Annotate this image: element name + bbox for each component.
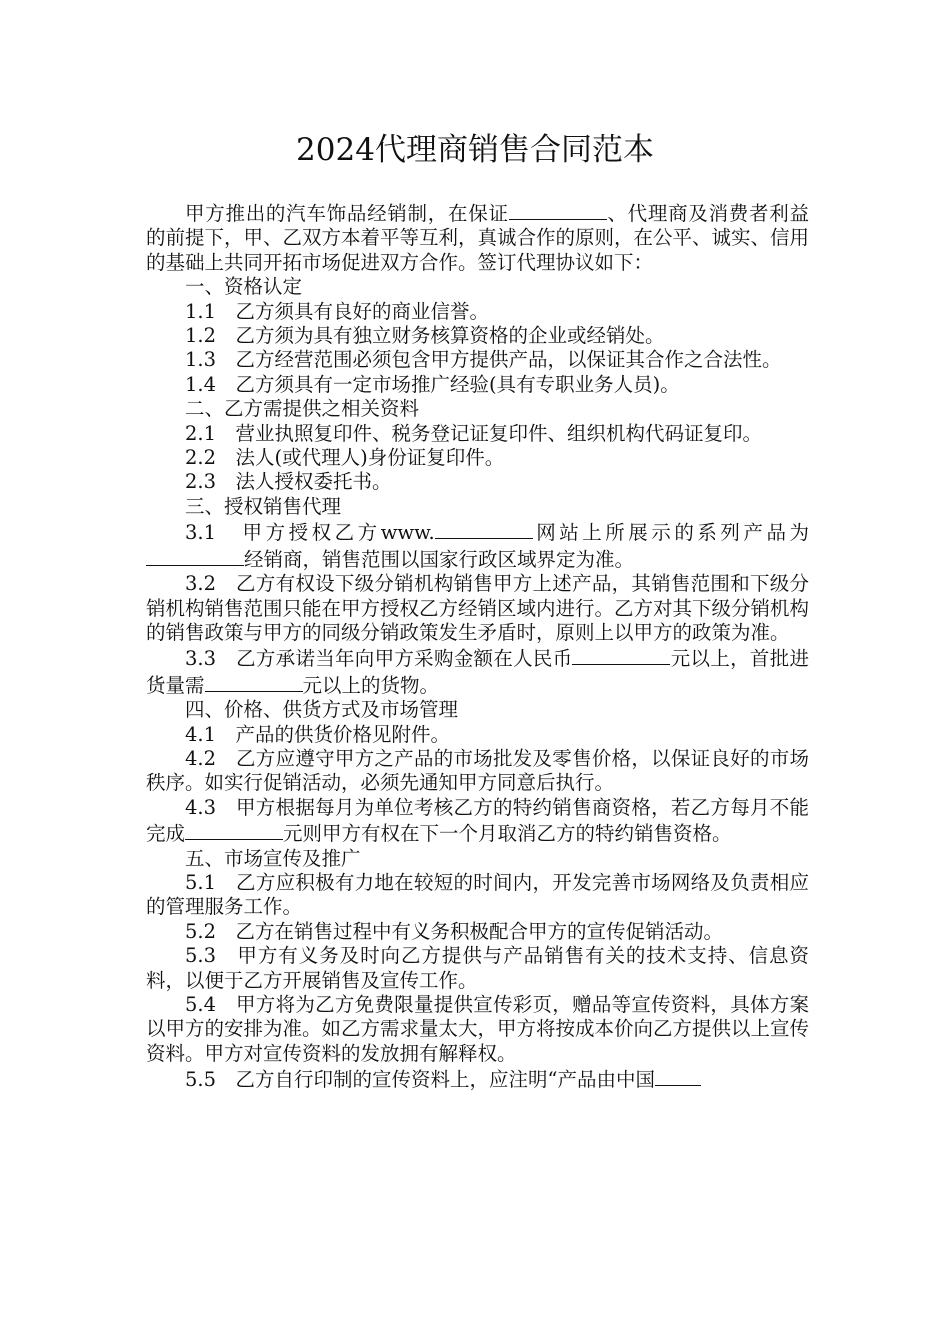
paragraph — [146, 348, 809, 372]
paragraph — [146, 397, 809, 421]
fill-in-blank — [146, 546, 244, 566]
paragraph — [146, 275, 809, 299]
paragraph — [146, 747, 809, 796]
fill-in-blank — [572, 645, 670, 665]
document-body — [146, 200, 809, 1093]
paragraph-text: 三、授权销售代理 — [185, 494, 342, 518]
paragraph-text: 1.2 乙方须为具有独立财务核算资格的企业或经销处。 — [185, 324, 665, 348]
paragraph-text: 元则甲方有权在下一个月取消乙方的特约销售资格。 — [283, 822, 732, 846]
paragraph — [146, 1066, 809, 1092]
fill-in-blank — [435, 519, 533, 539]
fill-in-blank — [509, 200, 607, 220]
paragraph-text: 5.4 甲方将为乙方免费限量提供宣传彩页，赠品等宣传资料，具体方案以甲方的安排为准。如乙方需求量太大，甲方将按成本价向乙方提供以上宣传资料。甲方对宣传资料的发放拥有解释权。 — [146, 993, 810, 1065]
paragraph — [146, 920, 809, 944]
paragraph — [146, 871, 809, 920]
paragraph — [146, 300, 809, 324]
paragraph-text: 4.1 产品的供货价格见附件。 — [185, 722, 451, 746]
paragraph — [146, 422, 809, 446]
paragraph-text: 3.2 乙方有权设下级分销机构销售甲方上述产品，其销售范围和下级分销机构销售范围只能在甲方授权乙方经销区域内进行。乙方对其下级分销机构的销售政策与甲方的同级分销政策发生矛盾时，原则上以甲方的政策为准。 — [146, 572, 810, 644]
paragraph-text: 2.1 营业执照复印件、税务登记证复印件、组织机构代码证复印。 — [185, 421, 763, 445]
paragraph — [146, 944, 809, 993]
paragraph — [146, 993, 809, 1066]
fill-in-blank — [655, 1066, 701, 1086]
paragraph — [146, 645, 809, 698]
paragraph-text: 甲方推出的汽车饰品经销制，在保证 — [185, 202, 509, 225]
paragraph — [146, 324, 809, 348]
paragraph — [146, 698, 809, 722]
paragraph-text: 5.5 乙方自行印制的宣传资料上，应注明“产品由中国 — [185, 1068, 655, 1092]
paragraph-text: 5.1 乙方应积极有力地在较短的时间内，开发完善市场网络及负责相应的管理服务工作。 — [146, 870, 809, 919]
paragraph-text: 5.3 甲方有义务及时向乙方提供与产品销售有关的技术支持、信息资料，以便于乙方开展销售及宣传工作。 — [146, 944, 809, 992]
paragraph-text: 五、市场宣传及推广 — [185, 846, 361, 870]
paragraph-text: 1.1 乙方须具有良好的商业信誉。 — [185, 299, 490, 323]
paragraph — [146, 373, 809, 397]
document-title: 2024代理商销售合同范本 — [296, 132, 654, 168]
paragraph — [146, 723, 809, 747]
paragraph — [146, 796, 809, 847]
paragraph-text: 一、资格认定 — [185, 275, 303, 299]
paragraph — [146, 446, 809, 470]
paragraph — [146, 470, 809, 494]
paragraph-text: 二、乙方需提供之相关资料 — [185, 397, 420, 421]
paragraph-text: 2.3 法人授权委托书。 — [185, 470, 392, 494]
paragraph-text: 元以上的货物。 — [302, 673, 440, 697]
paragraph-text: 3.1 甲方授权乙方www. — [185, 521, 435, 545]
fill-in-blank — [205, 672, 303, 692]
paragraph-text: 2.2 法人(或代理人)身份证复印件。 — [185, 446, 505, 470]
paragraph — [146, 200, 809, 275]
paragraph-text: 4.2 乙方应遵守甲方之产品的市场批发及零售价格，以保证良好的市场秩序。如实行促销活动，必须先通知甲方同意后执行。 — [146, 746, 809, 795]
paragraph-text: 1.4 乙方须具有一定市场推广经验(具有专职业务人员)。 — [185, 372, 680, 396]
paragraph-text: 3.3 乙方承诺当年向甲方采购金额在人民币 — [185, 647, 573, 671]
paragraph-text: 网站上所展示的系列产品为 — [532, 521, 809, 545]
paragraph-text: 4.3 甲方根据每月为单位考核乙方的特约销售商资格，若乙方每月不能完成 — [146, 795, 809, 846]
paragraph-text: 经销商，销售范围以国家行政区域界定为准。 — [244, 547, 635, 571]
paragraph-text: 四、价格、供货方式及市场管理 — [185, 698, 459, 722]
paragraph-text: 元以上，首批进货量需 — [146, 647, 809, 697]
paragraph-text: 、代理商及消费者利益的前提下，甲、乙双方本着平等互利，真诚合作的原则，在公平、诚实、信用的基础上共同开拓市场促进双方合作。签订代理协议如下： — [146, 202, 810, 274]
paragraph — [146, 847, 809, 871]
paragraph-text: 1.3 乙方经营范围必须包含甲方提供产品，以保证其合作之合法性。 — [185, 348, 782, 372]
paragraph-text: 5.2 乙方在销售过程中有义务积极配合甲方的宣传促销活动。 — [185, 919, 724, 943]
fill-in-blank — [185, 820, 283, 840]
paragraph — [146, 519, 809, 572]
paragraph — [146, 495, 809, 519]
paragraph — [146, 572, 809, 645]
